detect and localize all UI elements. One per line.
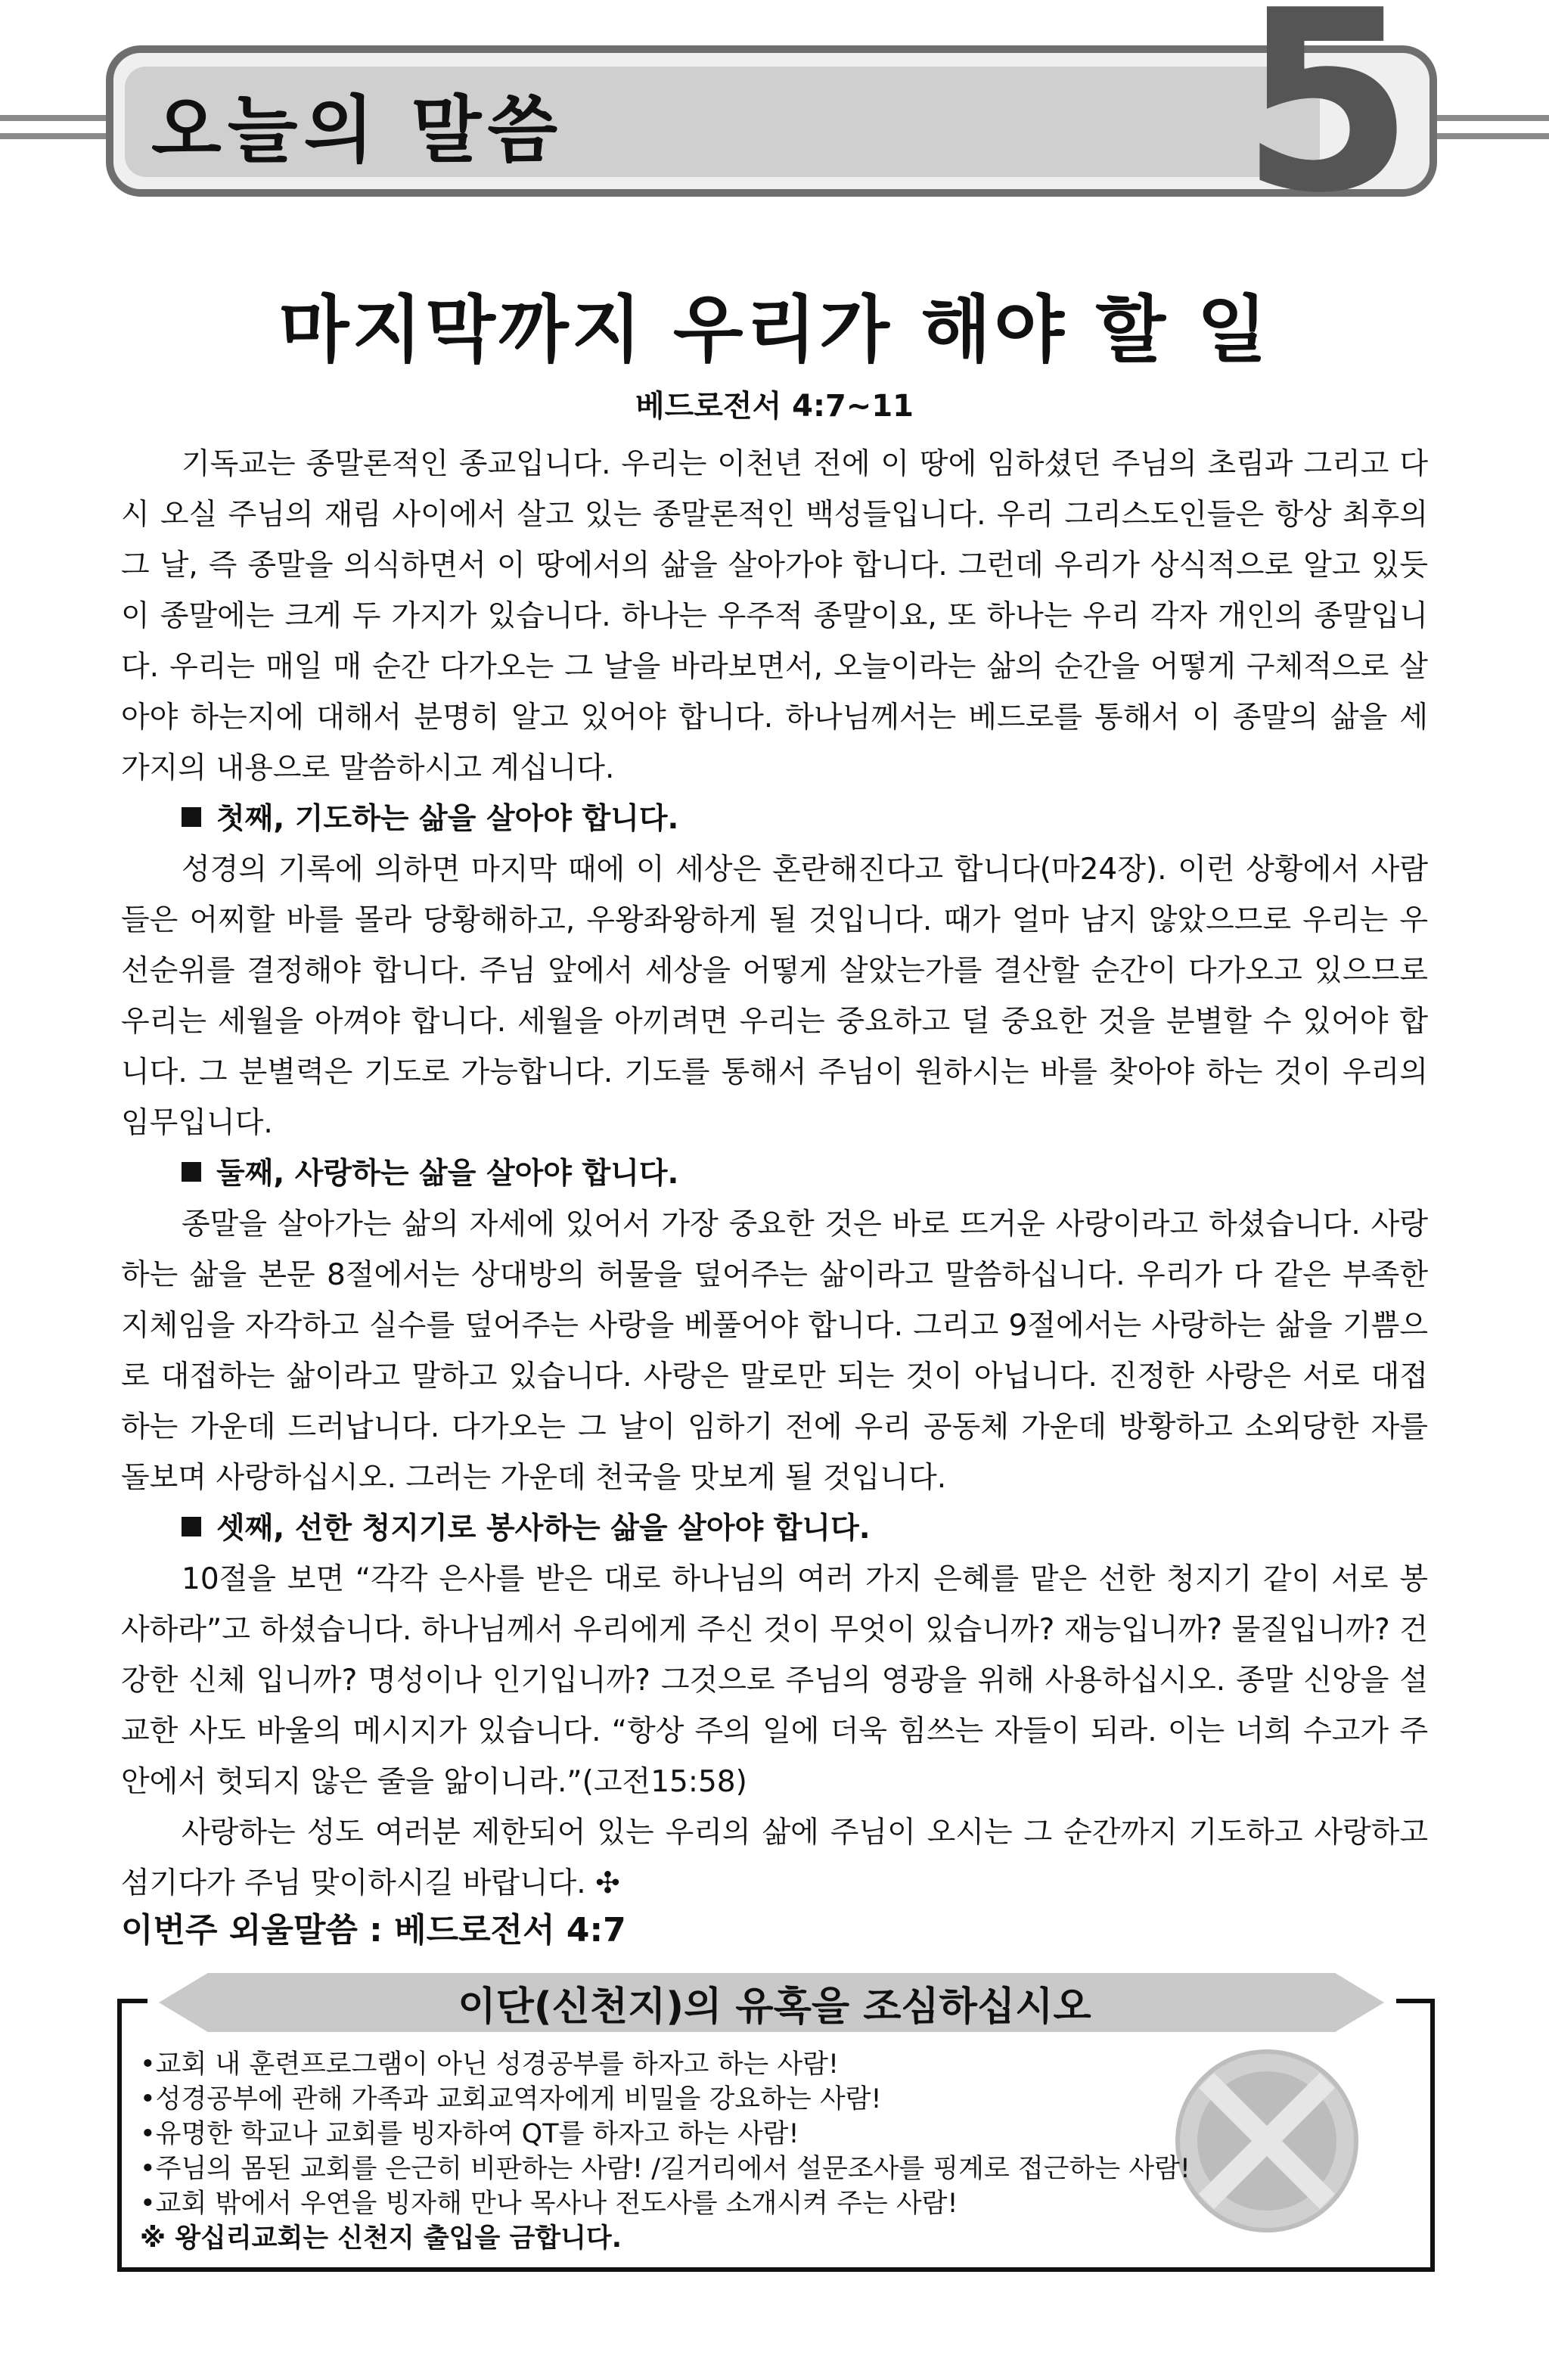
warning-note: ※ 왕십리교회는 신천지 출입을 금합니다. <box>140 2223 622 2254</box>
square-bullet-icon <box>182 1162 201 1182</box>
point3-heading <box>121 1503 1428 1554</box>
warning-item: •교회 내 훈련프로그램이 아닌 성경공부를 하자고 하는 사람! <box>140 2049 839 2080</box>
x-cross-icon <box>1169 2043 1365 2239</box>
square-bullet-icon <box>182 1517 201 1536</box>
intro-paragraph: 기독교는 종말론적인 종교입니다. 우리는 이천년 전에 이 땅에 임하셨던 주님의 초림과 그리고 다시 오실 주님의 재림 사이에서 살고 있는 종말론적인 백성들입니다. 우리 그리스도인들은 항상 최후의 그 날, 즉 종말을 의식하면서 이 땅에서의 삶을 살아가야 합니다. 그런데 우리가 상식적으로 알고 있듯이 종말에는 크게 두 가지가 있습니다. 하나는 우주적 종말이요, 또 하나는 우리 각자 개인의 종말입니다. 우리는 매일 매 순간 다가오는 그 날을 바라보면서, 오늘이라는 삶의 순간을 어떻게 구체적으로 살아야 하는지에 대해서 분명히 알고 있어야 합니다. 하나님께서는 베드로를 통해서 이 종말의 삶을 세 가지의 내용으로 말씀하시고 계십니다. <box>121 447 1428 785</box>
warning-item: •주님의 몸된 교회를 은근히 비판하는 사람! /길거리에서 설문조사를 핑계로 접근하는 사람! <box>140 2154 1190 2184</box>
warning-item: •성경공부에 관해 가족과 교회교역자에게 비밀을 강요하는 사람! <box>140 2084 882 2114</box>
closing-paragraph <box>121 1807 1428 1909</box>
warning-title: 이단(신천지)의 유혹을 조심하십시오 <box>458 1984 1091 2030</box>
warning-list <box>140 2047 1190 2256</box>
point1-paragraph: 성경의 기록에 의하면 마지막 때에 이 세상은 혼란해진다고 합니다(마24장). 이런 상황에서 사람들은 어찌할 바를 몰라 당황해하고, 우왕좌왕하게 될 것입니다. 때가 얼마 남지 않았으므로 우리는 우선순위를 결정해야 합니다. 주님 앞에서 세상을 어떻게 살았는가를 결산할 순간이 다가오고 있으므로 우리는 세월을 아껴야 합니다. 세월을 아끼려면 우리는 중요하고 덜 중요한 것을 분별할 수 있어야 합니다. 그 분별력은 기도로 가능합니다. 기도를 통해서 주님이 원하시는 바를 찾아야 하는 것이 우리의 임무입니다. <box>121 853 1428 1140</box>
section-title: 오늘의 말씀 <box>151 88 564 172</box>
square-bullet-icon <box>182 807 201 827</box>
point2-title: 둘째, 사랑하는 삶을 살아야 합니다. <box>216 1157 679 1191</box>
closing-text: 사랑하는 성도 여러분 제한되어 있는 우리의 삶에 주님이 오시는 그 순간까지 기도하고 사랑하고 섬기다가 주님 맞이하시길 바랍니다. <box>121 1816 1428 1900</box>
end-mark-icon: ✣ <box>595 1866 620 1900</box>
point2-heading <box>121 1148 1428 1199</box>
memory-verse: 이번주 외울말씀 : 베드로전서 4:7 <box>121 1911 626 1950</box>
warning-item: •유명한 학교나 교회를 빙자하여 QT를 하자고 하는 사람! <box>140 2119 799 2149</box>
article-title: 마지막까지 우리가 해야 할 일 <box>278 287 1271 372</box>
point1-heading <box>121 794 1428 844</box>
warning-item: •교회 밖에서 우연을 빙자해 만나 목사나 전도사를 소개시켜 주는 사람! <box>140 2189 958 2219</box>
point1-title: 첫째, 기도하는 삶을 살아야 합니다. <box>216 802 679 836</box>
point3-paragraph: 10절을 보면 “각각 은사를 받은 대로 하나님의 여러 가지 은혜를 맡은 선한 청지기 같이 서로 봉사하라”고 하셨습니다. 하나님께서 우리에게 주신 것이 무엇이 있습니까? 재능입니까? 물질입니까? 건강한 신체 입니까? 명성이나 인기입니까? 그것으로 주님의 영광을 위해 사용하십시오. 종말 신앙을 설교한 사도 바울의 메시지가 있습니다. “항상 주의 일에 더욱 힘쓰는 자들이 되라. 이는 너희 수고가 주 안에서 헛되지 않은 줄을 앎이니라.”(고전15:58) <box>121 1562 1428 1799</box>
point3-title: 셋째, 선한 청지기로 봉사하는 삶을 살아야 합니다. <box>216 1512 871 1546</box>
article-body <box>121 439 1428 1909</box>
page-number: 5 <box>1240 0 1414 247</box>
scripture-reference: 베드로전서 4:7~11 <box>635 389 914 424</box>
point2-paragraph: 종말을 살아가는 삶의 자세에 있어서 가장 중요한 것은 바로 뜨거운 사랑이라고 하셨습니다. 사랑하는 삶을 본문 8절에서는 상대방의 허물을 덮어주는 삶이라고 말씀하십니다. 우리가 다 같은 부족한 지체임을 자각하고 실수를 덮어주는 사랑을 베풀어야 합니다. 그리고 9절에서는 사랑하는 삶을 기쁨으로 대접하는 삶이라고 말하고 있습니다. 사랑은 말로만 되는 것이 아닙니다. 진정한 사랑은 서로 대접하는 가운데 드러납니다. 다가오는 그 날이 임하기 전에 우리 공동체 가운데 방황하고 소외당한 자를 돌보며 사랑하십시오. 그러는 가운데 천국을 맛보게 될 것입니다. <box>121 1207 1428 1495</box>
